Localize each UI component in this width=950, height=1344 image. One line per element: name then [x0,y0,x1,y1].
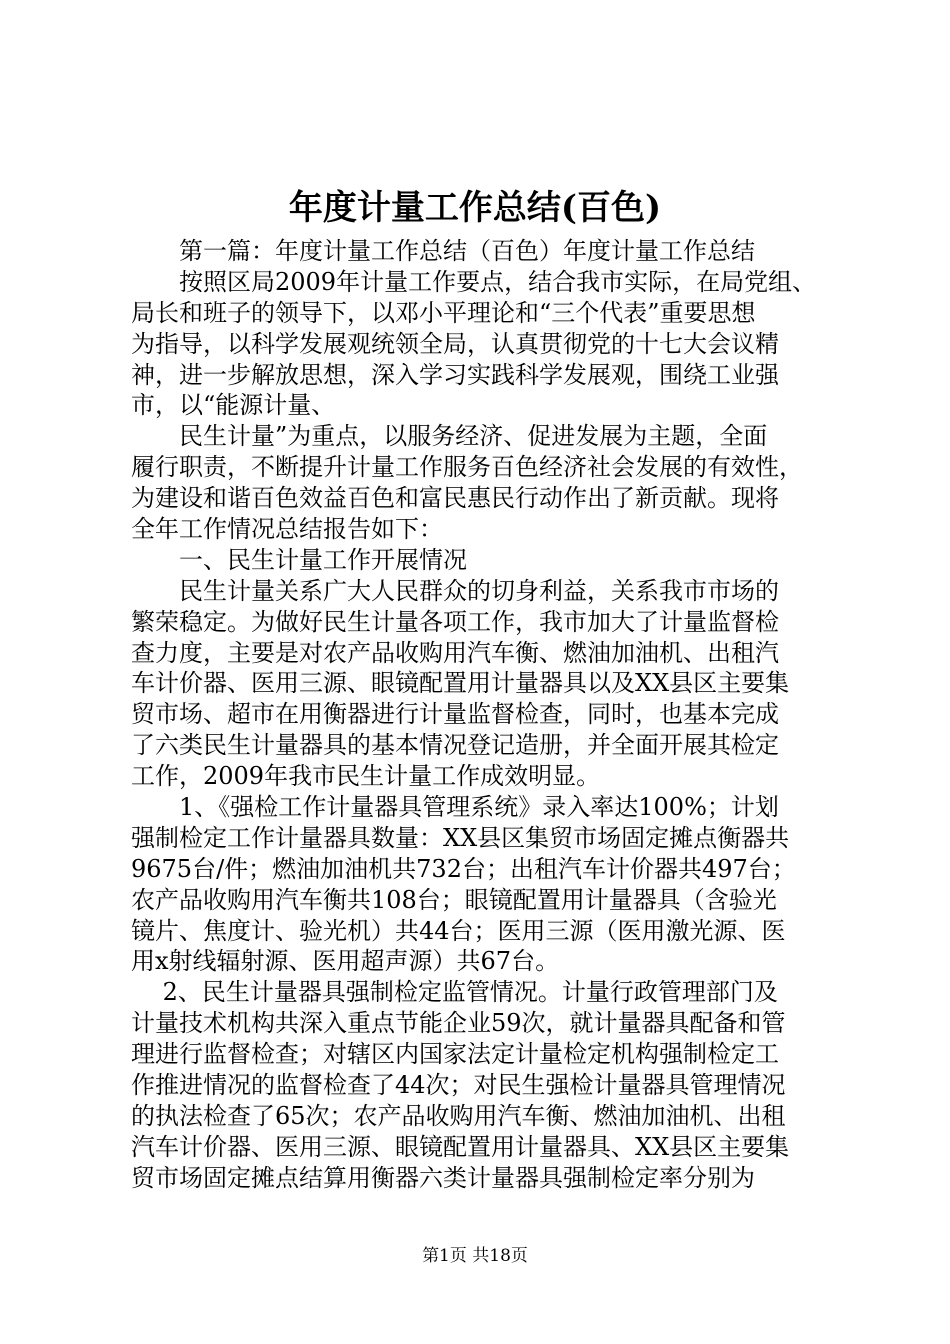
text-line: 汽车计价器、医用三源、眼镜配置用计量器具、XX县区主要集 [131,1132,790,1161]
text-line: 1、《强检工作计量器具管理系统》录入率达100%；计划 [131,793,779,822]
text-line: 作推进情况的监督检查了44次；对民生强检计量器具管理情况 [131,1071,786,1100]
text-line: 全年工作情况总结报告如下： [131,515,443,544]
text-line: 民生计量关系广大人民群众的切身利益，关系我市市场的 [131,576,779,605]
text-line: 贸市场固定摊点结算用衡器六类计量器具强制检定率分别为 [131,1163,755,1192]
text-line: 贸市场、超市在用衡器进行计量监督检查，同时，也基本完成 [131,700,779,729]
text-line: 工作，2009年我市民生计量工作成效明显。 [131,762,601,791]
text-line: 查力度，主要是对农产品收购用汽车衡、燃油加油机、出租汽 [131,638,779,667]
text-line: 一、民生计量工作开展情况 [131,545,467,574]
text-line: 市，以“能源计量、 [131,391,336,420]
text-line: 神，进一步解放思想，深入学习实践科学发展观，围绕工业强 [131,360,779,389]
text-line: 理进行监督检查；对辖区内国家法定计量检定机构强制检定工 [131,1040,779,1069]
text-line: 第一篇：年度计量工作总结（百色）年度计量工作总结 [131,237,755,265]
text-line: 计量技术机构共深入重点节能企业59次，就计量器具配备和管 [131,1009,786,1038]
text-line: 民生计量”为重点，以服务经济、促进发展为主题，全面 [131,422,768,451]
document-title: 年度计量工作总结(百色) [288,188,662,228]
text-line: 用x射线辐射源、医用超声源）共67台。 [131,947,560,976]
text-line: 繁荣稳定。为做好民生计量各项工作，我市加大了计量监督检 [131,607,779,636]
text-line: 局长和班子的领导下，以邓小平理论和“三个代表”重要思想 [131,298,756,327]
text-line: 履行职责，不断提升计量工作服务百色经济社会发展的有效性， [131,453,803,482]
text-line: 9675台/件；燃油加油机共732台；出租汽车计价器共497台； [131,854,796,883]
text-line: 镜片、焦度计、验光机）共44台；医用三源（医用激光源、医 [131,916,786,945]
text-line: 强制检定工作计量器具数量：XX县区集贸市场固定摊点衡器共 [131,823,790,852]
document-body [131,236,831,1194]
text-line: 了六类民生计量器具的基本情况登记造册，并全面开展其检定 [131,731,779,760]
text-line: 的执法检查了65次；农产品收购用汽车衡、燃油加油机、出租 [131,1101,786,1130]
text-line: 农产品收购用汽车衡共108台；眼镜配置用计量器具（含验光 [131,885,777,914]
text-line: 为指导，以科学发展观统领全局，认真贯彻党的十七大会议精 [131,329,779,358]
text-line: 2、民生计量器具强制检定监管情况。计量行政管理部门及 [131,978,778,1007]
text-line: 按照区局2009年计量工作要点，结合我市实际，在局党组、 [131,267,817,296]
page-footer: 第1页 共18页 [422,1246,528,1266]
text-line: 车计价器、医用三源、眼镜配置用计量器具以及XX县区主要集 [131,669,790,698]
text-line: 为建设和谐百色效益百色和富民惠民行动作出了新贡献。现将 [131,484,779,513]
